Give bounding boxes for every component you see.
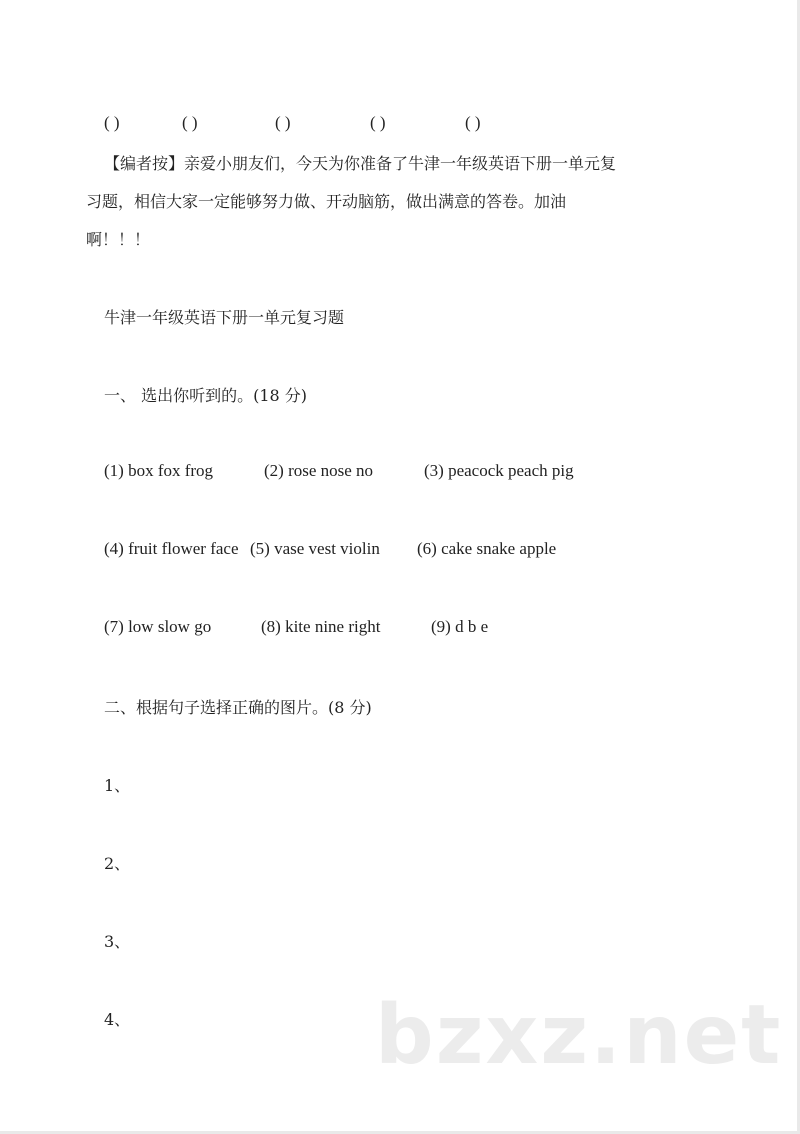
answer-bracket: ( ) xyxy=(182,113,198,132)
picture-item-2: 2、 xyxy=(104,854,131,873)
picture-item-4: 4、 xyxy=(104,1010,131,1029)
answer-bracket: ( ) xyxy=(465,113,481,132)
intro-line-1: 【编者按】亲爱小朋友们，今天为你准备了牛津一年级英语下册一单元复 xyxy=(104,154,617,173)
picture-item-3: 3、 xyxy=(104,932,131,951)
answer-bracket: ( ) xyxy=(370,113,386,132)
page-title: 牛津一年级英语下册一单元复习题 xyxy=(104,308,345,327)
question-8: (8) kite nine right xyxy=(261,617,381,636)
answer-bracket: ( ) xyxy=(104,113,120,132)
question-4: (4) fruit flower face xyxy=(104,539,239,558)
intro-line-2: 习题，相信大家一定能够努力做、开动脑筋，做出满意的答卷。加油 xyxy=(86,192,567,211)
question-7: (7) low slow go xyxy=(104,617,212,636)
intro-line-3: 啊！！！ xyxy=(86,230,151,249)
question-9: (9) d b e xyxy=(431,617,489,636)
section-1-heading: 一、 选出你听到的。(18 分) xyxy=(104,386,308,405)
question-2: (2) rose nose no xyxy=(264,461,374,480)
question-6: (6) cake snake apple xyxy=(417,539,557,558)
question-3: (3) peacock peach pig xyxy=(424,461,574,480)
picture-item-1: 1、 xyxy=(104,776,131,795)
section-2-heading: 二、根据句子选择正确的图片。(8 分) xyxy=(104,698,372,717)
question-5: (5) vase vest violin xyxy=(250,539,380,558)
watermark: bzxz.net xyxy=(375,988,783,1083)
answer-bracket: ( ) xyxy=(275,113,291,132)
question-1: (1) box fox frog xyxy=(104,461,214,480)
